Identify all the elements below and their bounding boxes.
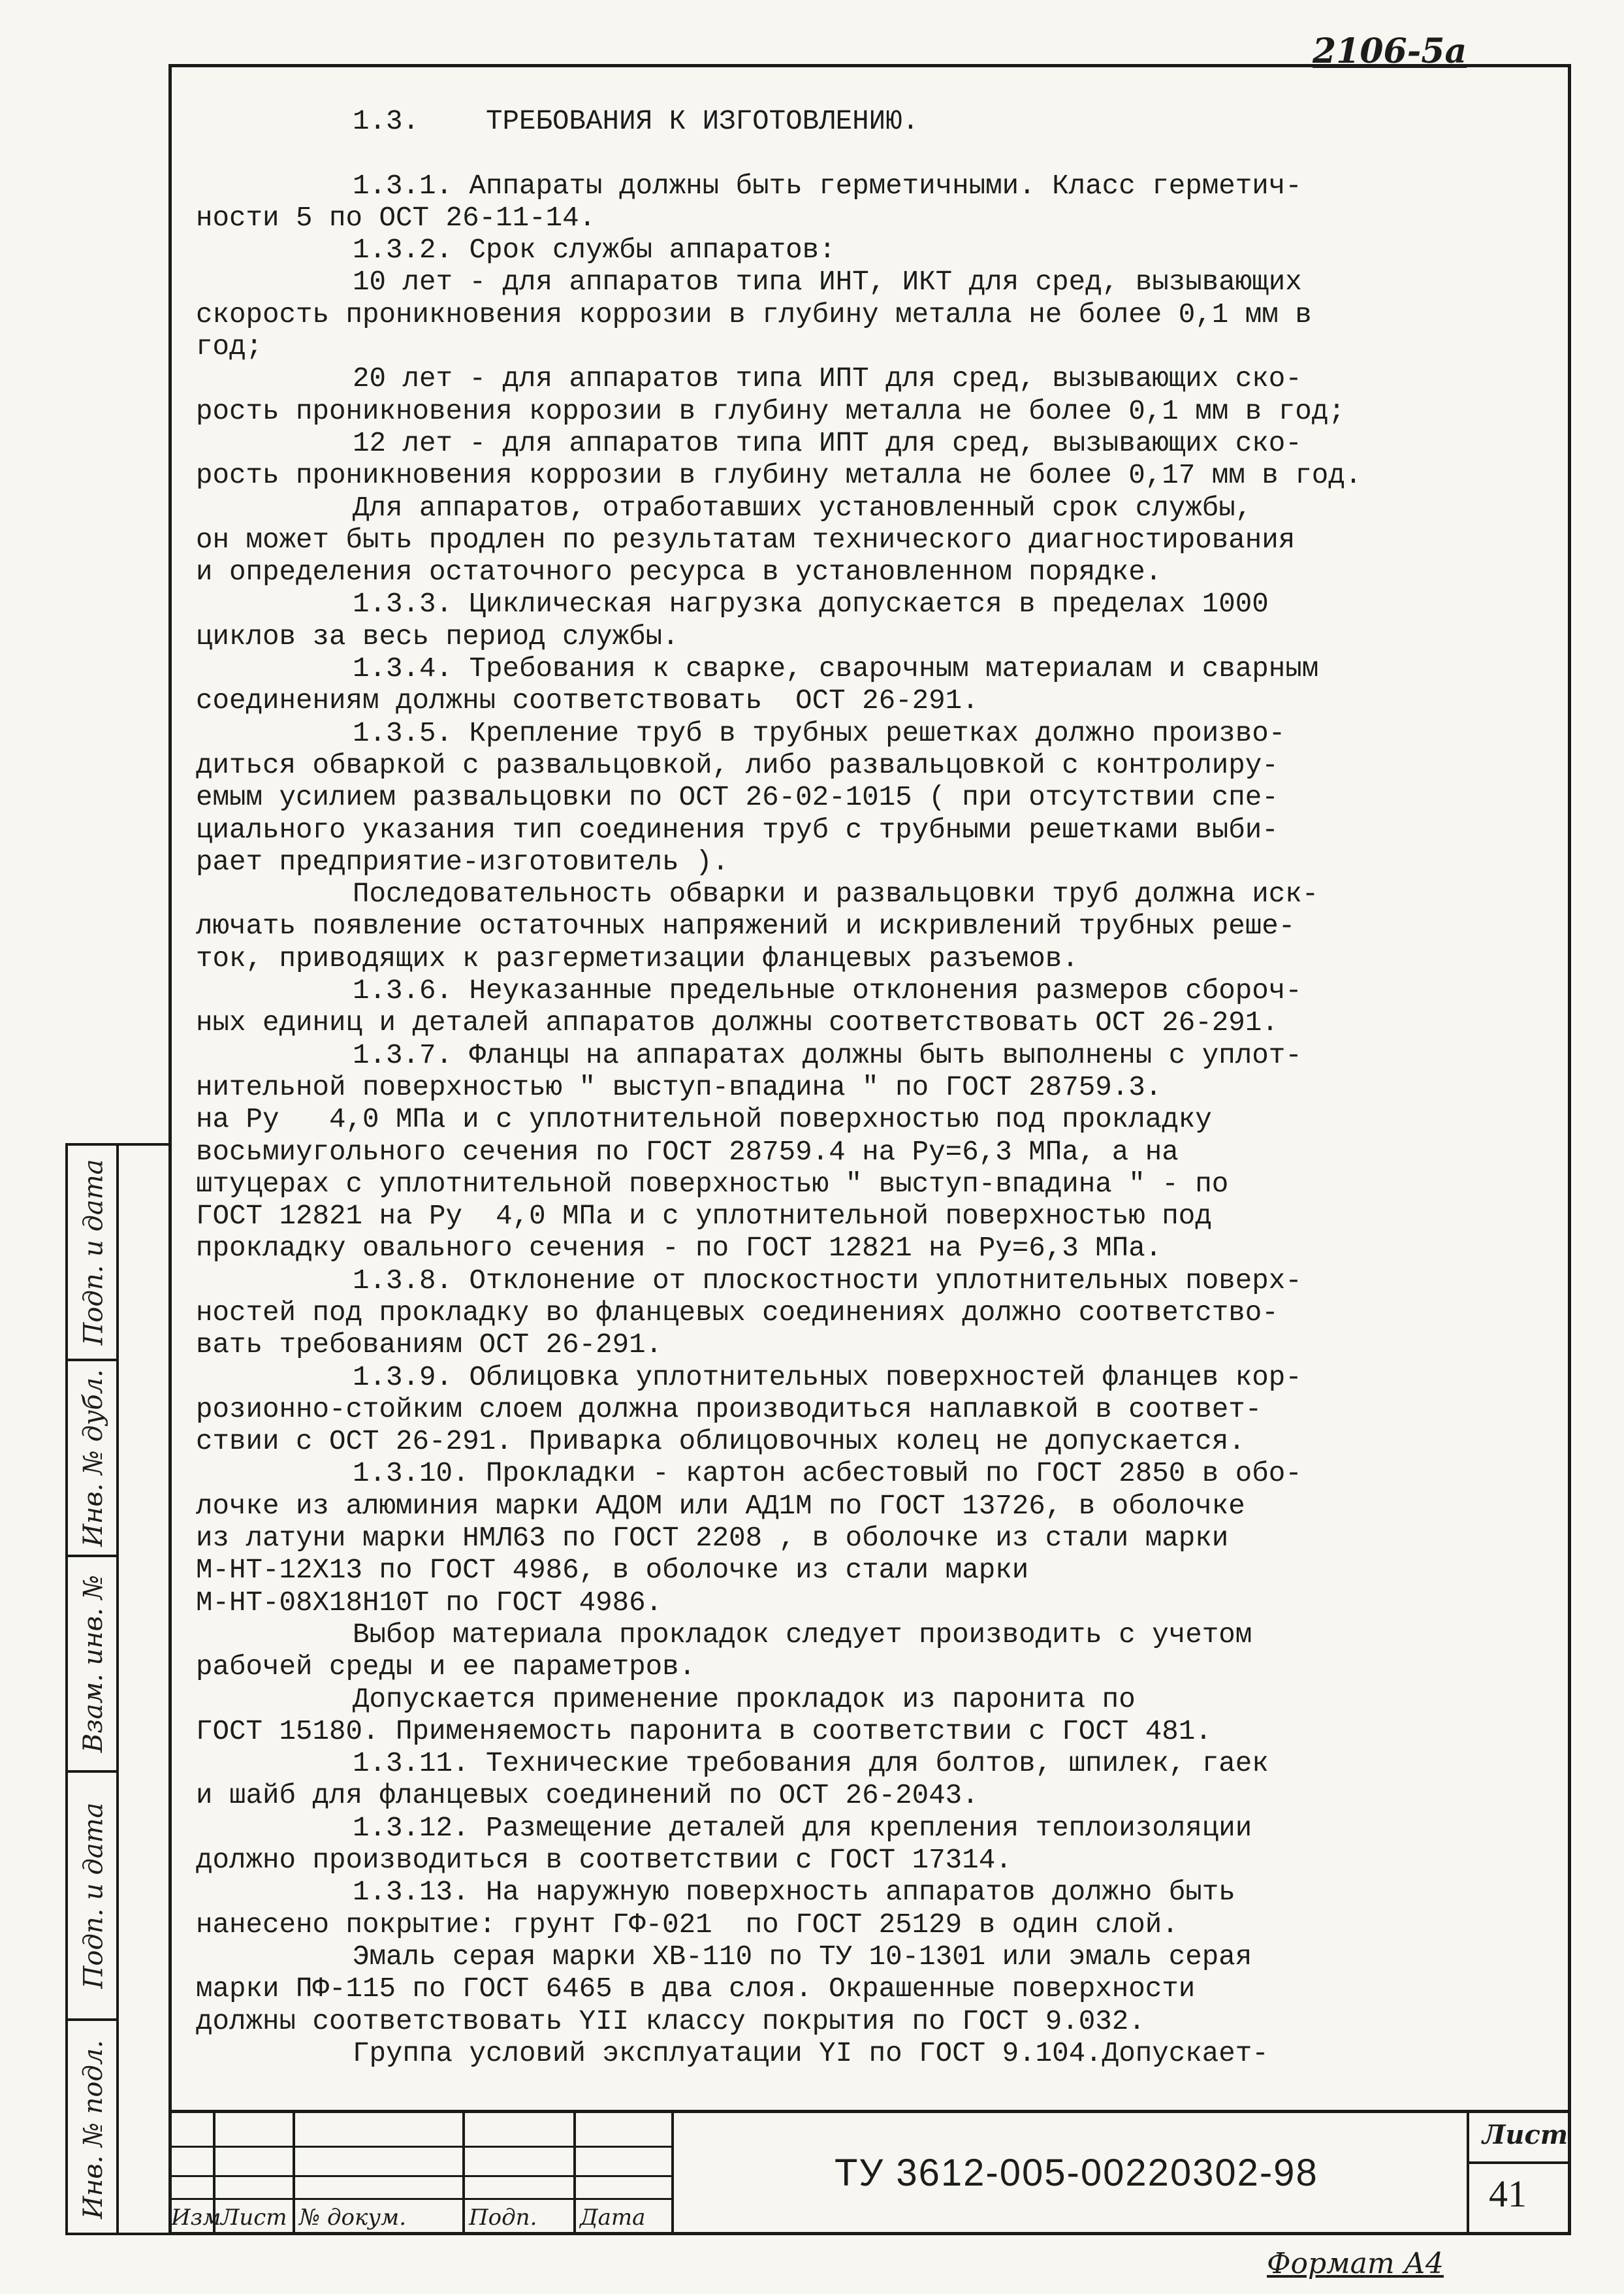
page-mark: 2106-5a [1313,31,1467,71]
side-stamp-labels [68,1146,119,2233]
label-list: Лист [221,2205,287,2231]
side-stamp [65,1143,168,2235]
side-cell-sign-date-2: Подп. и дата [68,1773,119,2021]
side-cell-orig-inv: Инв. № подл. [78,2040,109,2219]
sheet-number: 41 [1489,2173,1527,2215]
section-heading: 1.3. ТРЕБОВАНИЯ К ИЗГОТОВЛЕНИЮ. [353,106,919,137]
label-date: Дата [580,2205,646,2231]
text-line: вать требованиям ОСТ 26-291. [196,1329,663,1361]
text-line: 1.3.8. Отклонение от плоскостности уплотнительных поверх- [353,1265,1302,1297]
text-line: Выбор материала прокладок следует производить с учетом [353,1619,1252,1651]
text-line: рость проникновения коррозии в глубину металла не более 0,1 мм в год; [196,395,1345,427]
side-cell-sign-date-1: Подп. и дата [68,1146,119,1361]
format-note: Формат А4 [1267,2247,1444,2280]
text-line: Допускается применение прокладок из паронита по [353,1683,1136,1715]
text-line: лючать появление остаточных напряжений и искривлений трубных реше- [196,911,1296,943]
text-line: 1.3.1. Аппараты должны быть герметичными. Класс герметич- [353,170,1302,202]
text-line: 10 лет - для аппаратов типа ИНТ, ИКТ для сред, вызывающих [353,267,1302,299]
text-line: год; [196,331,263,363]
text-line: нительной поверхностью " выступ-впадина " по ГОСТ 28759.3. [196,1071,1162,1103]
text-line: Для аппаратов, отработавших установленный срок службы, [353,492,1252,524]
text-line: 1.3.7. Фланцы на аппаратах должны быть выполнены с уплот- [353,1039,1302,1071]
text-line: марки ПФ-115 по ГОСТ 6465 в два слоя. Окрашенные поверхности [196,1973,1196,2005]
text-line: циального указания тип соединения труб с трубными решетками выби- [196,814,1279,846]
text-line: должно производиться в соответствии с ГОСТ 17314. [196,1845,1012,1877]
text-line: прокладку овального сечения - по ГОСТ 12821 на Ру=6,3 МПа. [196,1233,1162,1265]
text-line [196,138,1580,170]
text-line: 20 лет - для аппаратов типа ИПТ для сред, вызывающих ско- [353,363,1302,395]
text-line: емым усилием развальцовки по ОСТ 26-02-1015 ( при отсутствии спе- [196,782,1279,814]
text-line: М-НТ-08Х18Н10Т по ГОСТ 4986. [196,1587,663,1619]
side-cell-dup-inv: Инв. № дубл. [68,1361,119,1557]
title-block-grid [168,2113,671,2235]
text-line: ГОСТ 15180. Применяемость паронита в соответствии с ГОСТ 481. [196,1715,1212,1747]
text-line: 1.3.13. На наружную поверхность аппаратов должно быть [353,1877,1235,1909]
label-doc-number: № докум. [299,2205,407,2231]
text-line: Эмаль серая марки ХВ-110 по ТУ 10-1301 или эмаль серая [353,1941,1252,1973]
document-body [196,106,1580,2070]
text-line: нанесено покрытие: грунт ГФ-021 по ГОСТ 25129 в один слой. [196,1909,1179,1941]
text-line: соединениям должны соответствовать ОСТ 26-291. [196,685,979,717]
text-line: 1.3.6. Неуказанные предельные отклонения размеров сбороч- [353,975,1302,1007]
text-line: 12 лет - для аппаратов типа ИПТ для сред, вызывающих ско- [353,427,1302,459]
text-line: из латуни марки НМЛ63 по ГОСТ 2208 , в оболочке из стали марки [196,1523,1229,1555]
document-designation: ТУ 3612-005-00220302-98 [835,2152,1318,2194]
text-line: ствии с ОСТ 26-291. Приварка облицовочных колец не допускается. [196,1426,1245,1458]
text-line: штуцерах с уплотнительной поверхностью " выступ-впадина " - по [196,1168,1229,1200]
text-line: Последовательность обварки и развальцовки труб должна иск- [353,879,1319,911]
text-line: М-НТ-12Х13 по ГОСТ 4986, в оболочке из стали марки [196,1555,1029,1587]
text-line: рабочей среды и ее параметров. [196,1651,696,1683]
sheet-box [1467,2113,1571,2235]
text-line: должны соответствовать YII классу покрытия по ГОСТ 9.032. [196,2005,1145,2037]
text-line: 1.3.2. Срок службы аппаратов: [353,234,836,267]
title-block [168,2110,1571,2235]
text-line: 1.3.4. Требования к сварке, сварочным материалам и сварным [353,653,1319,685]
text-line: ГОСТ 12821 на Ру 4,0 МПа и с уплотнительной поверхностью под [196,1201,1212,1233]
text-line: диться обваркой с развальцовкой, либо развальцовкой с контролиру- [196,749,1279,781]
text-line: лочке из алюминия марки АДОМ или АД1М по ГОСТ 13726, в оболочке [196,1490,1245,1522]
label-signature: Подп. [469,2205,537,2231]
text-line: 1.3.11. Технические требования для болтов, шпилек, гаек [353,1748,1269,1780]
text-line: и определения остаточного ресурса в установленном порядке. [196,557,1162,589]
text-line: 1.3.12. Размещение деталей для крепления теплоизоляции [353,1812,1252,1844]
text-line: и шайб для фланцевых соединений по ОСТ 26-2043. [196,1780,979,1812]
text-line: Группа условий эксплуатации YI по ГОСТ 9.104.Допускает- [353,2037,1269,2069]
side-cell-repl-inv: Взам. инв. № [68,1557,119,1773]
text-line: ток, приводящих к разгерметизации фланцевых разъемов. [196,943,1079,975]
text-line: скорость проникновения коррозии в глубину металла не более 0,1 мм в [196,299,1312,331]
text-line: рость проникновения коррозии в глубину металла не более 0,17 мм в год. [196,460,1362,492]
text-line: розионно-стойким слоем должна производиться наплавкой в соответ- [196,1393,1262,1425]
sheet-label: Лист [1482,2120,1568,2150]
text-line: рает предприятие-изготовитель ). [196,846,729,878]
text-line: ных единиц и деталей аппаратов должны соответствовать ОСТ 26-291. [196,1007,1279,1039]
text-line: на Ру 4,0 МПа и с уплотнительной поверхностью под прокладку [196,1104,1212,1136]
text-line: 1.3.10. Прокладки - картон асбестовый по ГОСТ 2850 в обо- [353,1458,1302,1490]
text-line: 1.3.5. Крепление труб в трубных решетках должно произво- [353,717,1286,749]
text-line: циклов за весь период службы. [196,621,679,653]
text-line: восьмиугольного сечения по ГОСТ 28759.4 на Ру=6,3 МПа, а на [196,1136,1179,1168]
text-line: он может быть продлен по результатам технического диагностирования [196,524,1296,556]
text-line: ностей под прокладку во фланцевых соединениях должно соответство- [196,1297,1279,1329]
text-line: 1.3.3. Циклическая нагрузка допускается в пределах 1000 [353,589,1269,621]
label-izm: Изм [171,2205,221,2231]
text-line: 1.3.9. Облицовка уплотнительных поверхностей фланцев кор- [353,1361,1302,1393]
text-line: ности 5 по ОСТ 26-11-14. [196,202,596,234]
